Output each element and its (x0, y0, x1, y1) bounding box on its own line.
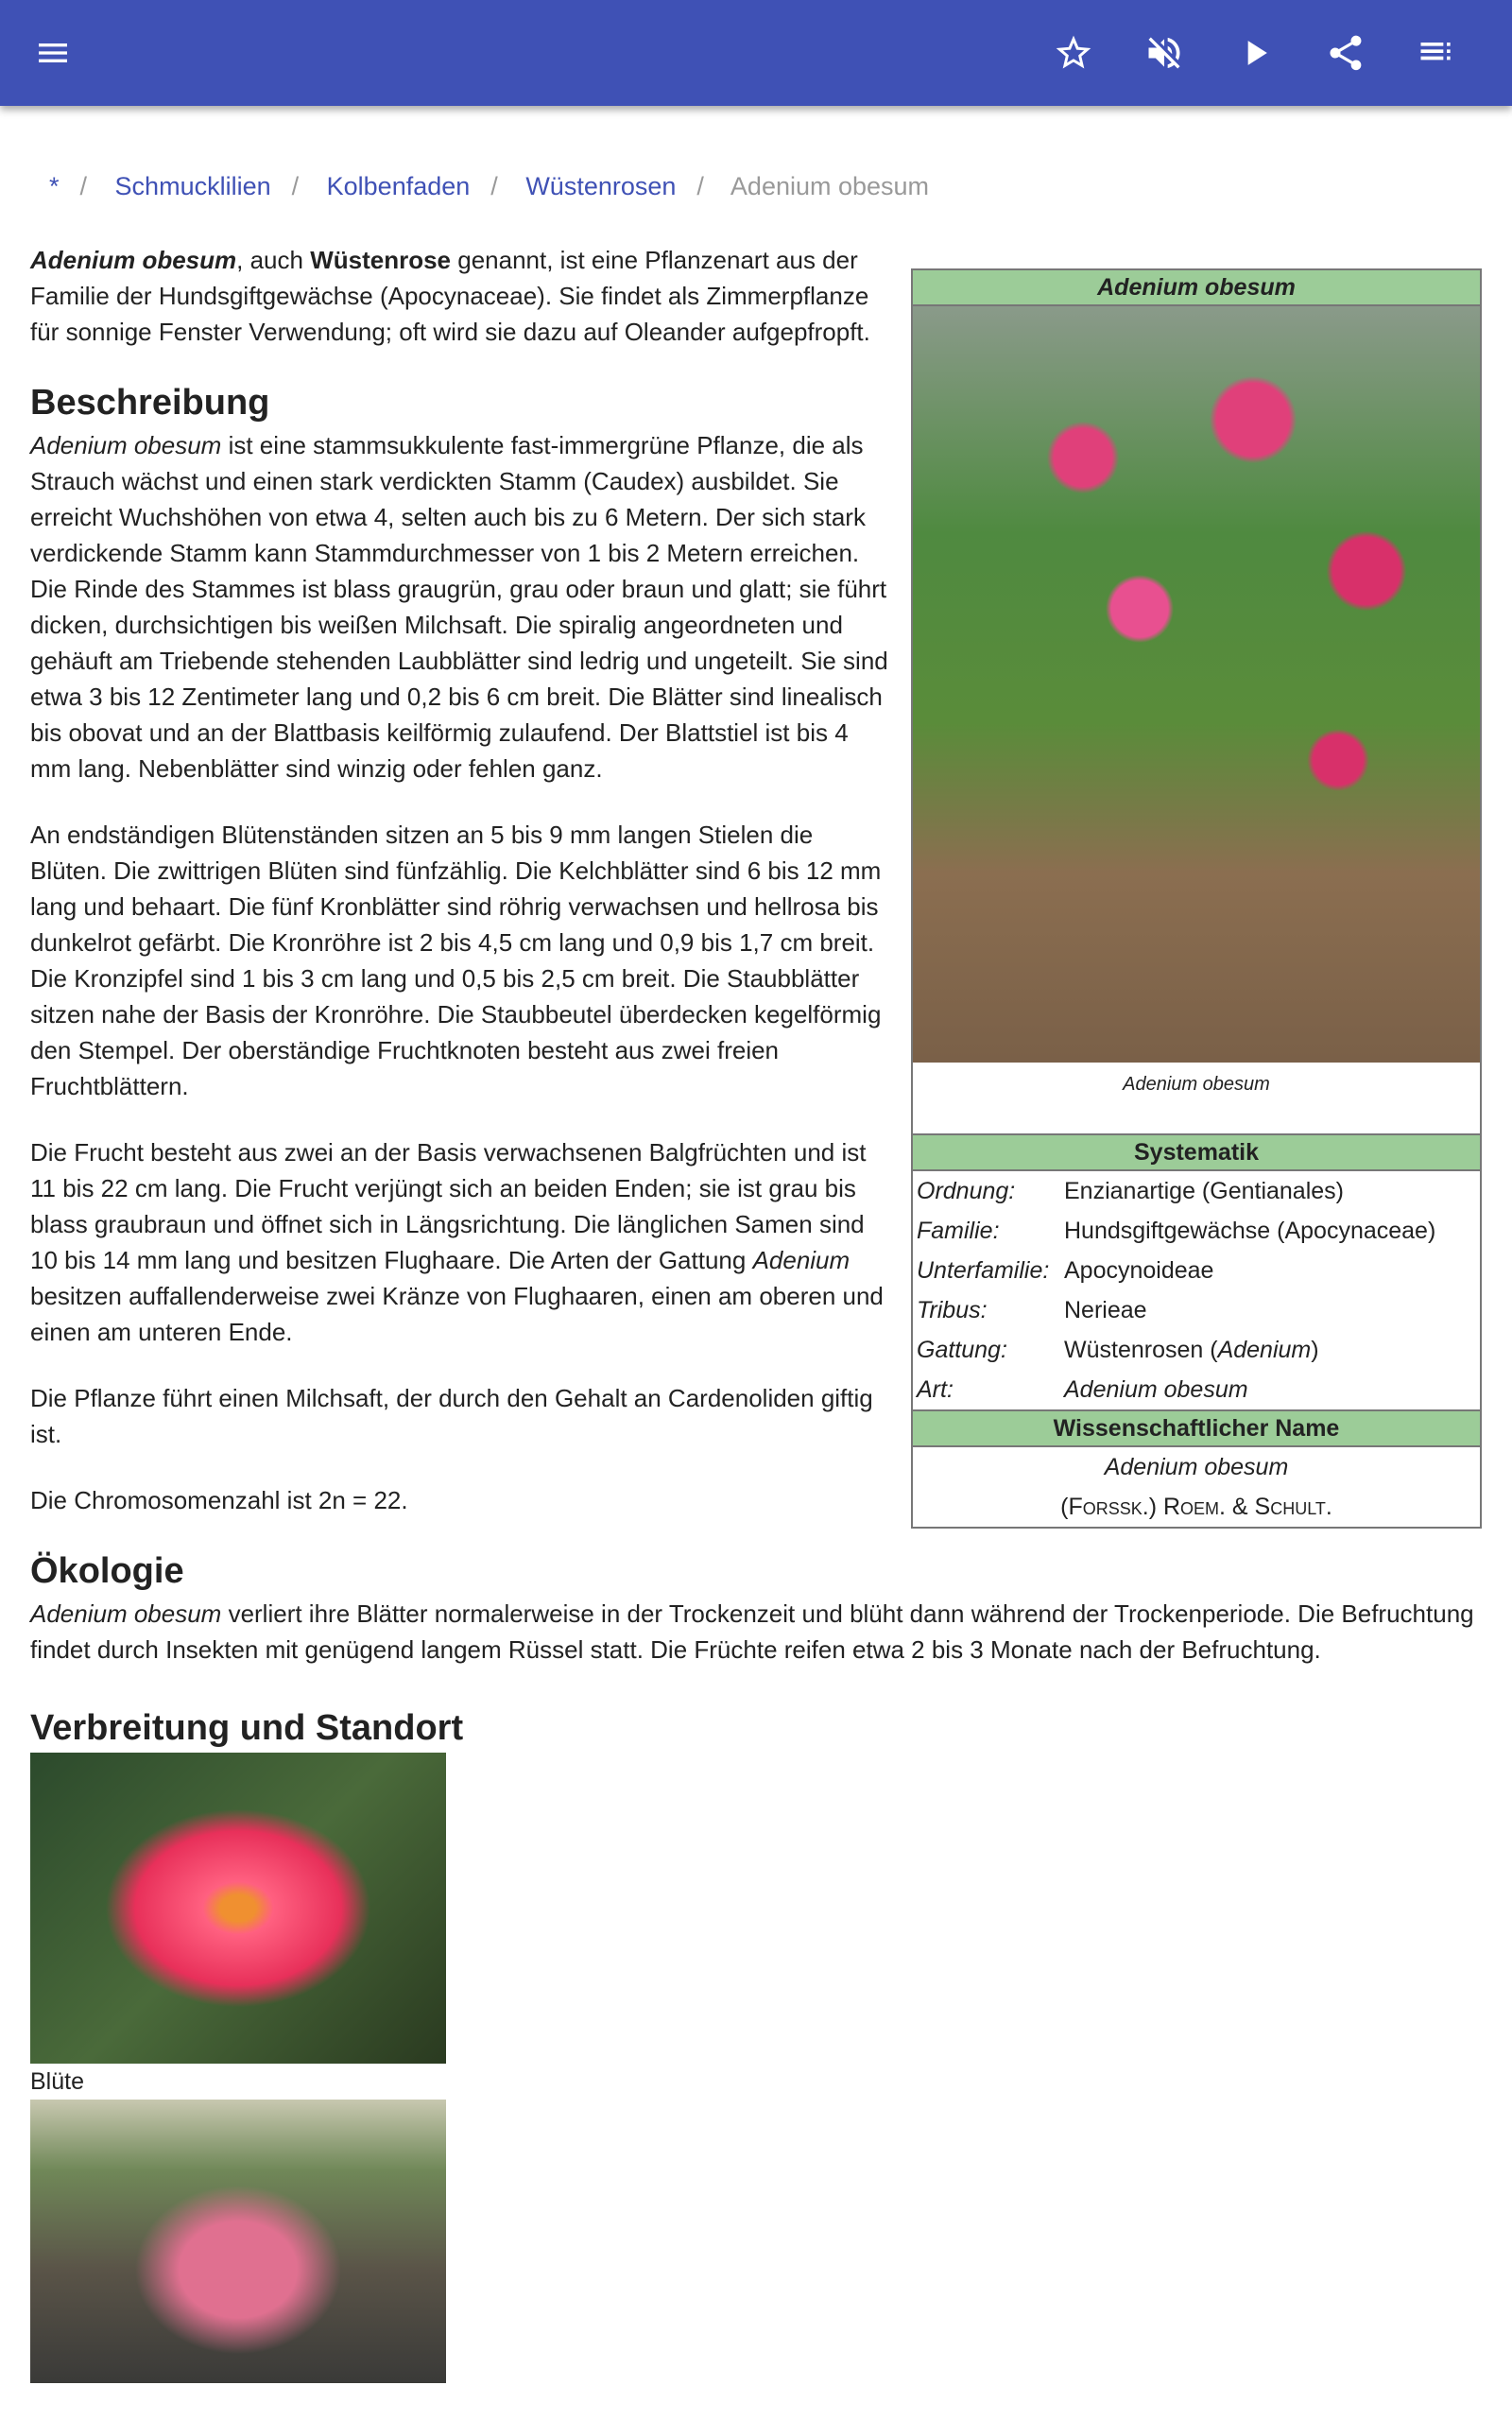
breadcrumb-current: Adenium obesum (730, 172, 930, 200)
paragraph-text: besitzen auffallenderweise zwei Kränze von Flughaaren, einen am oberen und einen am unteren Ende. (30, 1282, 884, 1346)
taxo-row (913, 1171, 1480, 1211)
paragraph (30, 1134, 919, 1350)
taxo-value[interactable]: Hundsgiftgewächse (Apocynaceae) (1064, 1218, 1436, 1244)
breadcrumb-separator: / (696, 172, 704, 200)
taxo-value-text: Wüstenrosen ( (1064, 1337, 1218, 1363)
authors: (Forssk.) Roem. & Schult. (1060, 1494, 1332, 1520)
intro-paragraph (30, 242, 919, 350)
breadcrumb-kolbenfaden[interactable]: Kolbenfaden (326, 172, 471, 200)
taxo-key: Tribus: (917, 1297, 988, 1323)
paragraph (30, 1596, 1482, 1668)
taxo-row (913, 1251, 1480, 1290)
article (30, 242, 1482, 2383)
play-icon[interactable] (1232, 30, 1278, 76)
breadcrumb (49, 168, 950, 204)
paragraph: Die Pflanze führt einen Milchsaft, der durch den Gehalt an Cardenoliden giftig ist. (30, 1384, 873, 1448)
taxo-value: Adenium obesum (1064, 1376, 1248, 1403)
taxo-key: Art: (917, 1376, 954, 1403)
genus-name: Adenium (752, 1246, 850, 1274)
taxo-value[interactable]: Enzianartige (Gentianales) (1064, 1178, 1344, 1204)
breadcrumb-separator: / (291, 172, 300, 200)
breadcrumb-wuestenrosen[interactable]: Wüstenrosen (525, 172, 677, 200)
paragraph (30, 427, 919, 786)
taxobox-title: Adenium obesum (913, 270, 1480, 306)
heading-beschreibung: Beschreibung (30, 383, 270, 423)
volume-off-icon[interactable] (1142, 30, 1187, 76)
taxo-key: Unterfamilie: (917, 1257, 1050, 1284)
heading-oekologie: Ökologie (30, 1551, 184, 1591)
taxo-value[interactable]: Nerieae (1064, 1297, 1147, 1323)
intro-alt-name: Wüstenrose (310, 246, 452, 274)
paragraph: An endständigen Blütenständen sitzen an 5 bis 9 mm langen Stielen die Blüten. Die zwittrigen Blüten sind fünfzählig. Die Kelchblätter sind 6 bis 12 mm lang und behaart. Die fünf Kronblätter sind röhrig verwachsen und hellrosa bis dunkelrot gefärbt. Die Kronröhre ist 2 bis 4,5 cm lang und 0,9 bis 1,7 cm breit. Die Kronzipfel sind 1 bis 3 cm lang und 0,5 bis 2,5 cm breit. Die Staubblätter sitzen nahe der Basis der Kronröhre. Die Staubbeutel überdecken kegelförmig den Stempel. Der oberständige Fruchtknoten besteht aus zwei freien Fruchtblättern. (30, 821, 882, 1100)
habitat-image[interactable] (30, 2100, 446, 2383)
share-icon[interactable] (1323, 30, 1368, 76)
intro-text: , auch (236, 246, 311, 274)
taxo-key: Familie: (917, 1218, 1000, 1244)
taxo-value-end: ) (1311, 1337, 1319, 1363)
flower-image[interactable] (30, 1753, 446, 2064)
scientific-name (913, 1447, 1480, 1527)
intro-name: Adenium obesum (30, 246, 237, 274)
taxobox-image[interactable] (913, 306, 1480, 1063)
paragraph-text: Die Frucht besteht aus zwei an der Basis verwachsenen Balgfrüchten und ist 11 bis 22 cm lang. Die Frucht verjüngt sich an beiden Enden; sie ist grau bis blass graubraun und öffnet sich in Längsrichtung. Die länglichen Samen sind 10 bis 14 mm lang und besitzen Flughaare. Die Arten der Gattung (30, 1138, 867, 1274)
taxo-key: Gattung: (917, 1337, 1007, 1363)
breadcrumb-schmucklilien[interactable]: Schmucklilien (114, 172, 271, 200)
star-icon[interactable] (1051, 30, 1096, 76)
breadcrumb-separator: / (79, 172, 88, 200)
taxo-value[interactable]: Apocynoideae (1064, 1257, 1214, 1284)
heading-verbreitung: Verbreitung und Standort (30, 1708, 464, 1748)
taxo-value[interactable] (1064, 1330, 1319, 1370)
scientific-name-header: Wissenschaftlicher Name (913, 1409, 1480, 1447)
menu-icon[interactable] (30, 30, 76, 76)
taxo-row (913, 1211, 1480, 1251)
playlist-icon[interactable] (1414, 30, 1459, 76)
intro-text: genannt, ist eine Pflanzenart aus der Familie der Hundsgiftgewächse (Apocynaceae). Sie findet als Zimmerpflanze für sonnige Fenster Verwendung; oft wird sie dazu auf Oleander aufgepfropft. (30, 246, 870, 346)
scientific-name-text: Adenium obesum (1104, 1454, 1289, 1480)
taxobox (911, 268, 1482, 1529)
taxo-value-italic: Adenium (1217, 1337, 1312, 1363)
taxobox-caption: Adenium obesum (1123, 1074, 1270, 1095)
species-name: Adenium obesum (30, 431, 222, 459)
paragraph: Die Chromosomenzahl ist 2n = 22. (30, 1486, 408, 1514)
taxo-row (913, 1370, 1480, 1409)
taxo-row (913, 1290, 1480, 1330)
breadcrumb-home[interactable]: * (49, 172, 60, 200)
taxo-key: Ordnung: (917, 1178, 1016, 1204)
systematik-header: Systematik (913, 1133, 1480, 1171)
app-bar (0, 0, 1512, 106)
species-name: Adenium obesum (30, 1599, 222, 1628)
paragraph-text: verliert ihre Blätter normalerweise in der Trockenzeit und blüht dann während der Trockenperiode. Die Befruchtung findet durch Insekten mit genügend langem Rüssel statt. Die Früchte reifen etwa 2 bis 3 Monate nach der Befruchtung. (30, 1599, 1474, 1664)
paragraph-text: ist eine stammsukkulente fast-immergrüne Pflanze, die als Strauch wächst und einen stark verdickten Stamm (Caudex) ausbildet. Sie erreicht Wuchshöhen von etwa 4, selten auch bis zu 6 Metern. Der sich stark verdickende Stamm kann Stammdurchmesser von 1 bis 2 Metern erreichen. Die Rinde des Stammes ist blass graugrün, grau oder braun und glatt; sie führt dicken, durchsichtigen bis weißen Milchsaft. Die spiralig angeordneten und gehäuft am Triebende stehenden Laubblätter sind ledrig und ungeteilt. Sie sind etwa 3 bis 12 Zentimeter lang und 0,2 bis 6 cm breit. Die Blätter sind linealisch bis obovat und an der Blattbasis keilförmig zulaufend. Der Blattstiel ist bis 4 mm lang. Nebenblätter sind winzig oder fehlen ganz. (30, 431, 888, 783)
breadcrumb-separator: / (490, 172, 498, 200)
taxo-row (913, 1330, 1480, 1370)
image-caption: Blüte (30, 2068, 84, 2095)
